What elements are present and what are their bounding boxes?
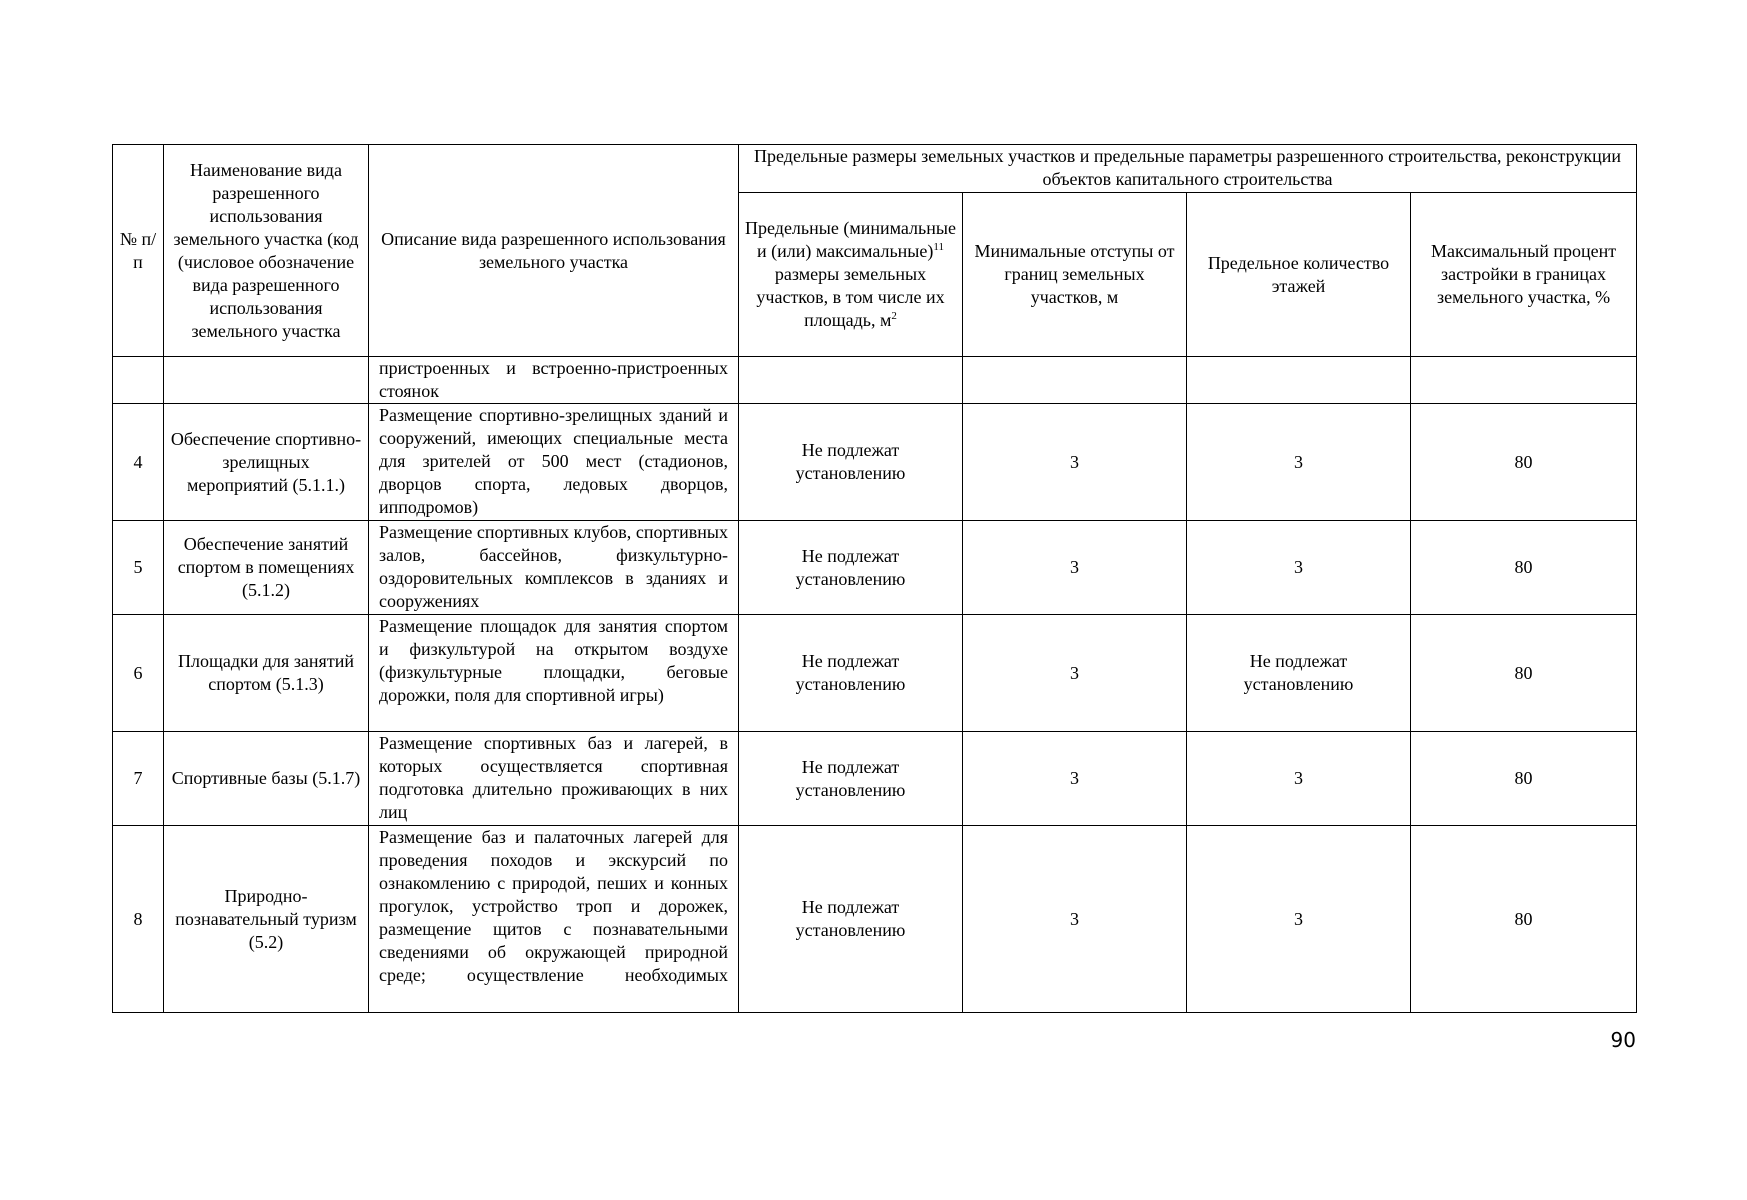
cell-num: 4 bbox=[113, 404, 164, 521]
table-row bbox=[113, 732, 1637, 826]
header-size-text: Предельные (минимальные и (или) максимальные) bbox=[745, 218, 956, 261]
cell-floors: 3 bbox=[1187, 404, 1411, 521]
cell-floors: 3 bbox=[1187, 732, 1411, 826]
cell-num: 7 bbox=[113, 732, 164, 826]
header-num: № п/п bbox=[113, 145, 164, 357]
header-name: Наименование вида разрешенного использования земельного участка (код (числовое обозначение вида разрешенного использования земельного участка bbox=[164, 145, 369, 357]
header-size bbox=[739, 193, 963, 357]
cell-floors: 3 bbox=[1187, 826, 1411, 1013]
cell-setback: 3 bbox=[963, 826, 1187, 1013]
header-params: Предельные размеры земельных участков и предельные параметры разрешенного строительства, реконструкции объектов капитального строительства bbox=[739, 145, 1637, 193]
cell-setback: 3 bbox=[963, 404, 1187, 521]
table-row bbox=[113, 357, 1637, 404]
table-row bbox=[113, 615, 1637, 732]
cell-coverage: 80 bbox=[1411, 826, 1637, 1013]
cell-size: Не подлежат установлению bbox=[739, 521, 963, 615]
cell-size: Не подлежат установлению bbox=[739, 615, 963, 732]
header-desc: Описание вида разрешенного использования земельного участка bbox=[369, 145, 739, 357]
header-size-text-2: размеры земельных участков, в том числе их площадь, м bbox=[756, 264, 945, 330]
cell-floors: Не подлежат установлению bbox=[1187, 615, 1411, 732]
cell-name: Обеспечение спортивно-зрелищных мероприятий (5.1.1.) bbox=[164, 404, 369, 521]
cell-setback bbox=[963, 357, 1187, 404]
cell-num: 5 bbox=[113, 521, 164, 615]
cell-coverage: 80 bbox=[1411, 404, 1637, 521]
cell-desc: Размещение спортивных баз и лагерей, в которых осуществляется спортивная подготовка длительно проживающих в них лиц bbox=[369, 732, 739, 826]
header-floors: Предельное количество этажей bbox=[1187, 193, 1411, 357]
cell-desc: Размещение спортивно-зрелищных зданий и сооружений, имеющих специальные места для зрителей от 500 мест (стадионов, дворцов спорта, ледовых дворцов, ипподромов) bbox=[369, 404, 739, 521]
cell-size: Не подлежат установлению bbox=[739, 826, 963, 1013]
cell-name: Обеспечение занятий спортом в помещениях (5.1.2) bbox=[164, 521, 369, 615]
cell-desc: Размещение площадок для занятия спортом и физкультурой на открытом воздухе (физкультурные площадки, беговые дорожки, поля для спортивной игры) bbox=[369, 615, 739, 732]
header-setback: Минимальные отступы от границ земельных участков, м bbox=[963, 193, 1187, 357]
cell-setback: 3 bbox=[963, 732, 1187, 826]
cell-num bbox=[113, 357, 164, 404]
cell-coverage bbox=[1411, 357, 1637, 404]
cell-floors bbox=[1187, 357, 1411, 404]
cell-coverage: 80 bbox=[1411, 521, 1637, 615]
table-row bbox=[113, 521, 1637, 615]
cell-setback: 3 bbox=[963, 521, 1187, 615]
cell-size bbox=[739, 357, 963, 404]
cell-name bbox=[164, 357, 369, 404]
cell-num: 6 bbox=[113, 615, 164, 732]
header-coverage: Максимальный процент застройки в границах земельного участка, % bbox=[1411, 193, 1637, 357]
cell-desc: пристроенных и встроенно-пристроенных стоянок bbox=[369, 357, 739, 404]
page-number: 90 bbox=[1610, 1028, 1636, 1052]
cell-floors: 3 bbox=[1187, 521, 1411, 615]
cell-coverage: 80 bbox=[1411, 732, 1637, 826]
zoning-table bbox=[112, 144, 1637, 1013]
cell-name: Спортивные базы (5.1.7) bbox=[164, 732, 369, 826]
footnote-ref: 11 bbox=[933, 241, 944, 253]
cell-name: Площадки для занятий спортом (5.1.3) bbox=[164, 615, 369, 732]
cell-size: Не подлежат установлению bbox=[739, 404, 963, 521]
cell-coverage: 80 bbox=[1411, 615, 1637, 732]
cell-size: Не подлежат установлению bbox=[739, 732, 963, 826]
unit-superscript: 2 bbox=[891, 310, 897, 322]
cell-desc: Размещение баз и палаточных лагерей для проведения походов и экскурсий по ознакомлению с природой, пеших и конных прогулок, устройство троп и дорожек, размещение щитов с познавательными сведениями об окружающей природной среде; осуществление необходимых bbox=[369, 826, 739, 1013]
table-row bbox=[113, 404, 1637, 521]
table-row bbox=[113, 826, 1637, 1013]
cell-num: 8 bbox=[113, 826, 164, 1013]
cell-desc: Размещение спортивных клубов, спортивных залов, бассейнов, физкультурно-оздоровительных комплексов в зданиях и сооружениях bbox=[369, 521, 739, 615]
cell-setback: 3 bbox=[963, 615, 1187, 732]
cell-name: Природно-познавательный туризм (5.2) bbox=[164, 826, 369, 1013]
